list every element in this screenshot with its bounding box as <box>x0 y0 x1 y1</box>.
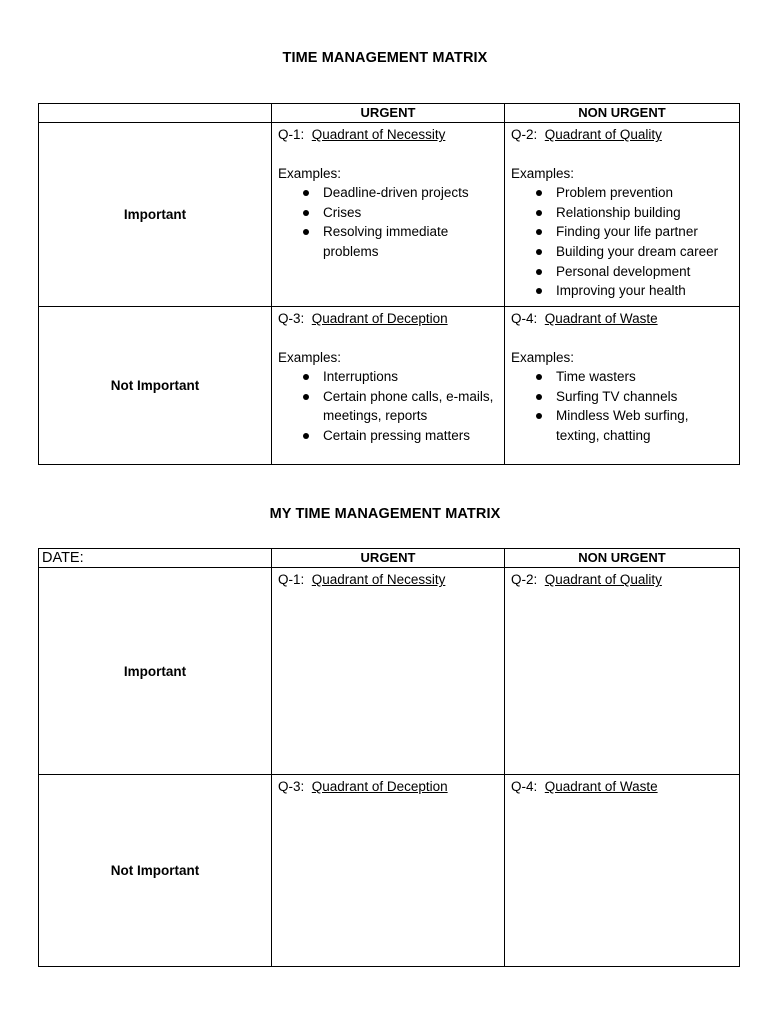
examples-label: Examples: <box>278 165 342 181</box>
quadrant-name: Quadrant of Necessity <box>311 127 446 142</box>
quadrant-name: Quadrant of Quality <box>544 127 662 142</box>
quadrant-q4-entry[interactable] <box>505 775 740 967</box>
quadrant-q2-entry[interactable] <box>505 568 740 775</box>
date-field[interactable] <box>39 549 272 568</box>
list-item: Personal development <box>556 262 733 282</box>
list-item: Mindless Web surfing, texting, chatting <box>556 406 733 445</box>
quadrant-name: Quadrant of Waste <box>544 779 658 794</box>
row-label-not-important: Not Important <box>39 307 272 465</box>
quadrant-number: Q-1: <box>278 127 305 142</box>
examples-label: Examples: <box>278 349 342 365</box>
list-item: Certain pressing matters <box>323 426 498 446</box>
quadrant-q2 <box>505 123 740 307</box>
list-item: Problem prevention <box>556 183 733 203</box>
header-urgent: URGENT <box>272 549 505 568</box>
quadrant-number: Q-1: <box>278 572 305 587</box>
list-item: Time wasters <box>556 367 733 387</box>
examples-list <box>278 367 498 445</box>
quadrant-heading <box>511 777 733 797</box>
list-item: Deadline-driven projects <box>323 183 498 203</box>
list-item: Certain phone calls, e-mails, meetings, reports <box>323 387 498 426</box>
quadrant-number: Q-2: <box>511 127 538 142</box>
list-item: Relationship building <box>556 203 733 223</box>
quadrant-number: Q-4: <box>511 311 538 326</box>
list-item: Finding your life partner <box>556 222 733 242</box>
header-non-urgent: NON URGENT <box>505 104 740 123</box>
quadrant-heading <box>278 309 498 329</box>
row-label-important: Important <box>39 568 272 775</box>
examples-label: Examples: <box>511 349 575 365</box>
quadrant-name: Quadrant of Deception <box>311 311 448 326</box>
quadrant-q4 <box>505 307 740 465</box>
quadrant-heading <box>511 125 733 145</box>
list-item: Crises <box>323 203 498 223</box>
header-urgent: URGENT <box>272 104 505 123</box>
list-item: Surfing TV channels <box>556 387 733 407</box>
header-empty-cell <box>39 104 272 123</box>
quadrant-number: Q-3: <box>278 311 305 326</box>
my-time-management-matrix <box>38 548 740 967</box>
examples-label: Examples: <box>511 165 575 181</box>
quadrant-q1-entry[interactable] <box>272 568 505 775</box>
list-item: Improving your health <box>556 281 733 301</box>
list-item: Resolving immediate problems <box>323 222 498 261</box>
date-label: DATE: <box>42 550 84 566</box>
quadrant-name: Quadrant of Quality <box>544 572 662 587</box>
matrix-title: TIME MANAGEMENT MATRIX <box>282 50 488 66</box>
quadrant-heading <box>511 309 733 329</box>
quadrant-name: Quadrant of Necessity <box>311 572 446 587</box>
quadrant-name: Quadrant of Waste <box>544 311 658 326</box>
time-management-matrix <box>38 103 740 465</box>
quadrant-heading <box>278 125 498 145</box>
row-label-not-important: Not Important <box>39 775 272 967</box>
header-non-urgent: NON URGENT <box>505 549 740 568</box>
quadrant-q3 <box>272 307 505 465</box>
examples-list <box>511 367 733 445</box>
quadrant-heading <box>278 777 498 797</box>
quadrant-number: Q-3: <box>278 779 305 794</box>
examples-list <box>278 183 498 261</box>
quadrant-number: Q-4: <box>511 779 538 794</box>
my-matrix-title: MY TIME MANAGEMENT MATRIX <box>269 506 501 522</box>
quadrant-heading <box>511 570 733 590</box>
list-item: Building your dream career <box>556 242 733 262</box>
list-item: Interruptions <box>323 367 498 387</box>
row-label-important: Important <box>39 123 272 307</box>
quadrant-heading <box>278 570 498 590</box>
quadrant-q1 <box>272 123 505 307</box>
quadrant-number: Q-2: <box>511 572 538 587</box>
examples-list <box>511 183 733 301</box>
quadrant-name: Quadrant of Deception <box>311 779 448 794</box>
quadrant-q3-entry[interactable] <box>272 775 505 967</box>
